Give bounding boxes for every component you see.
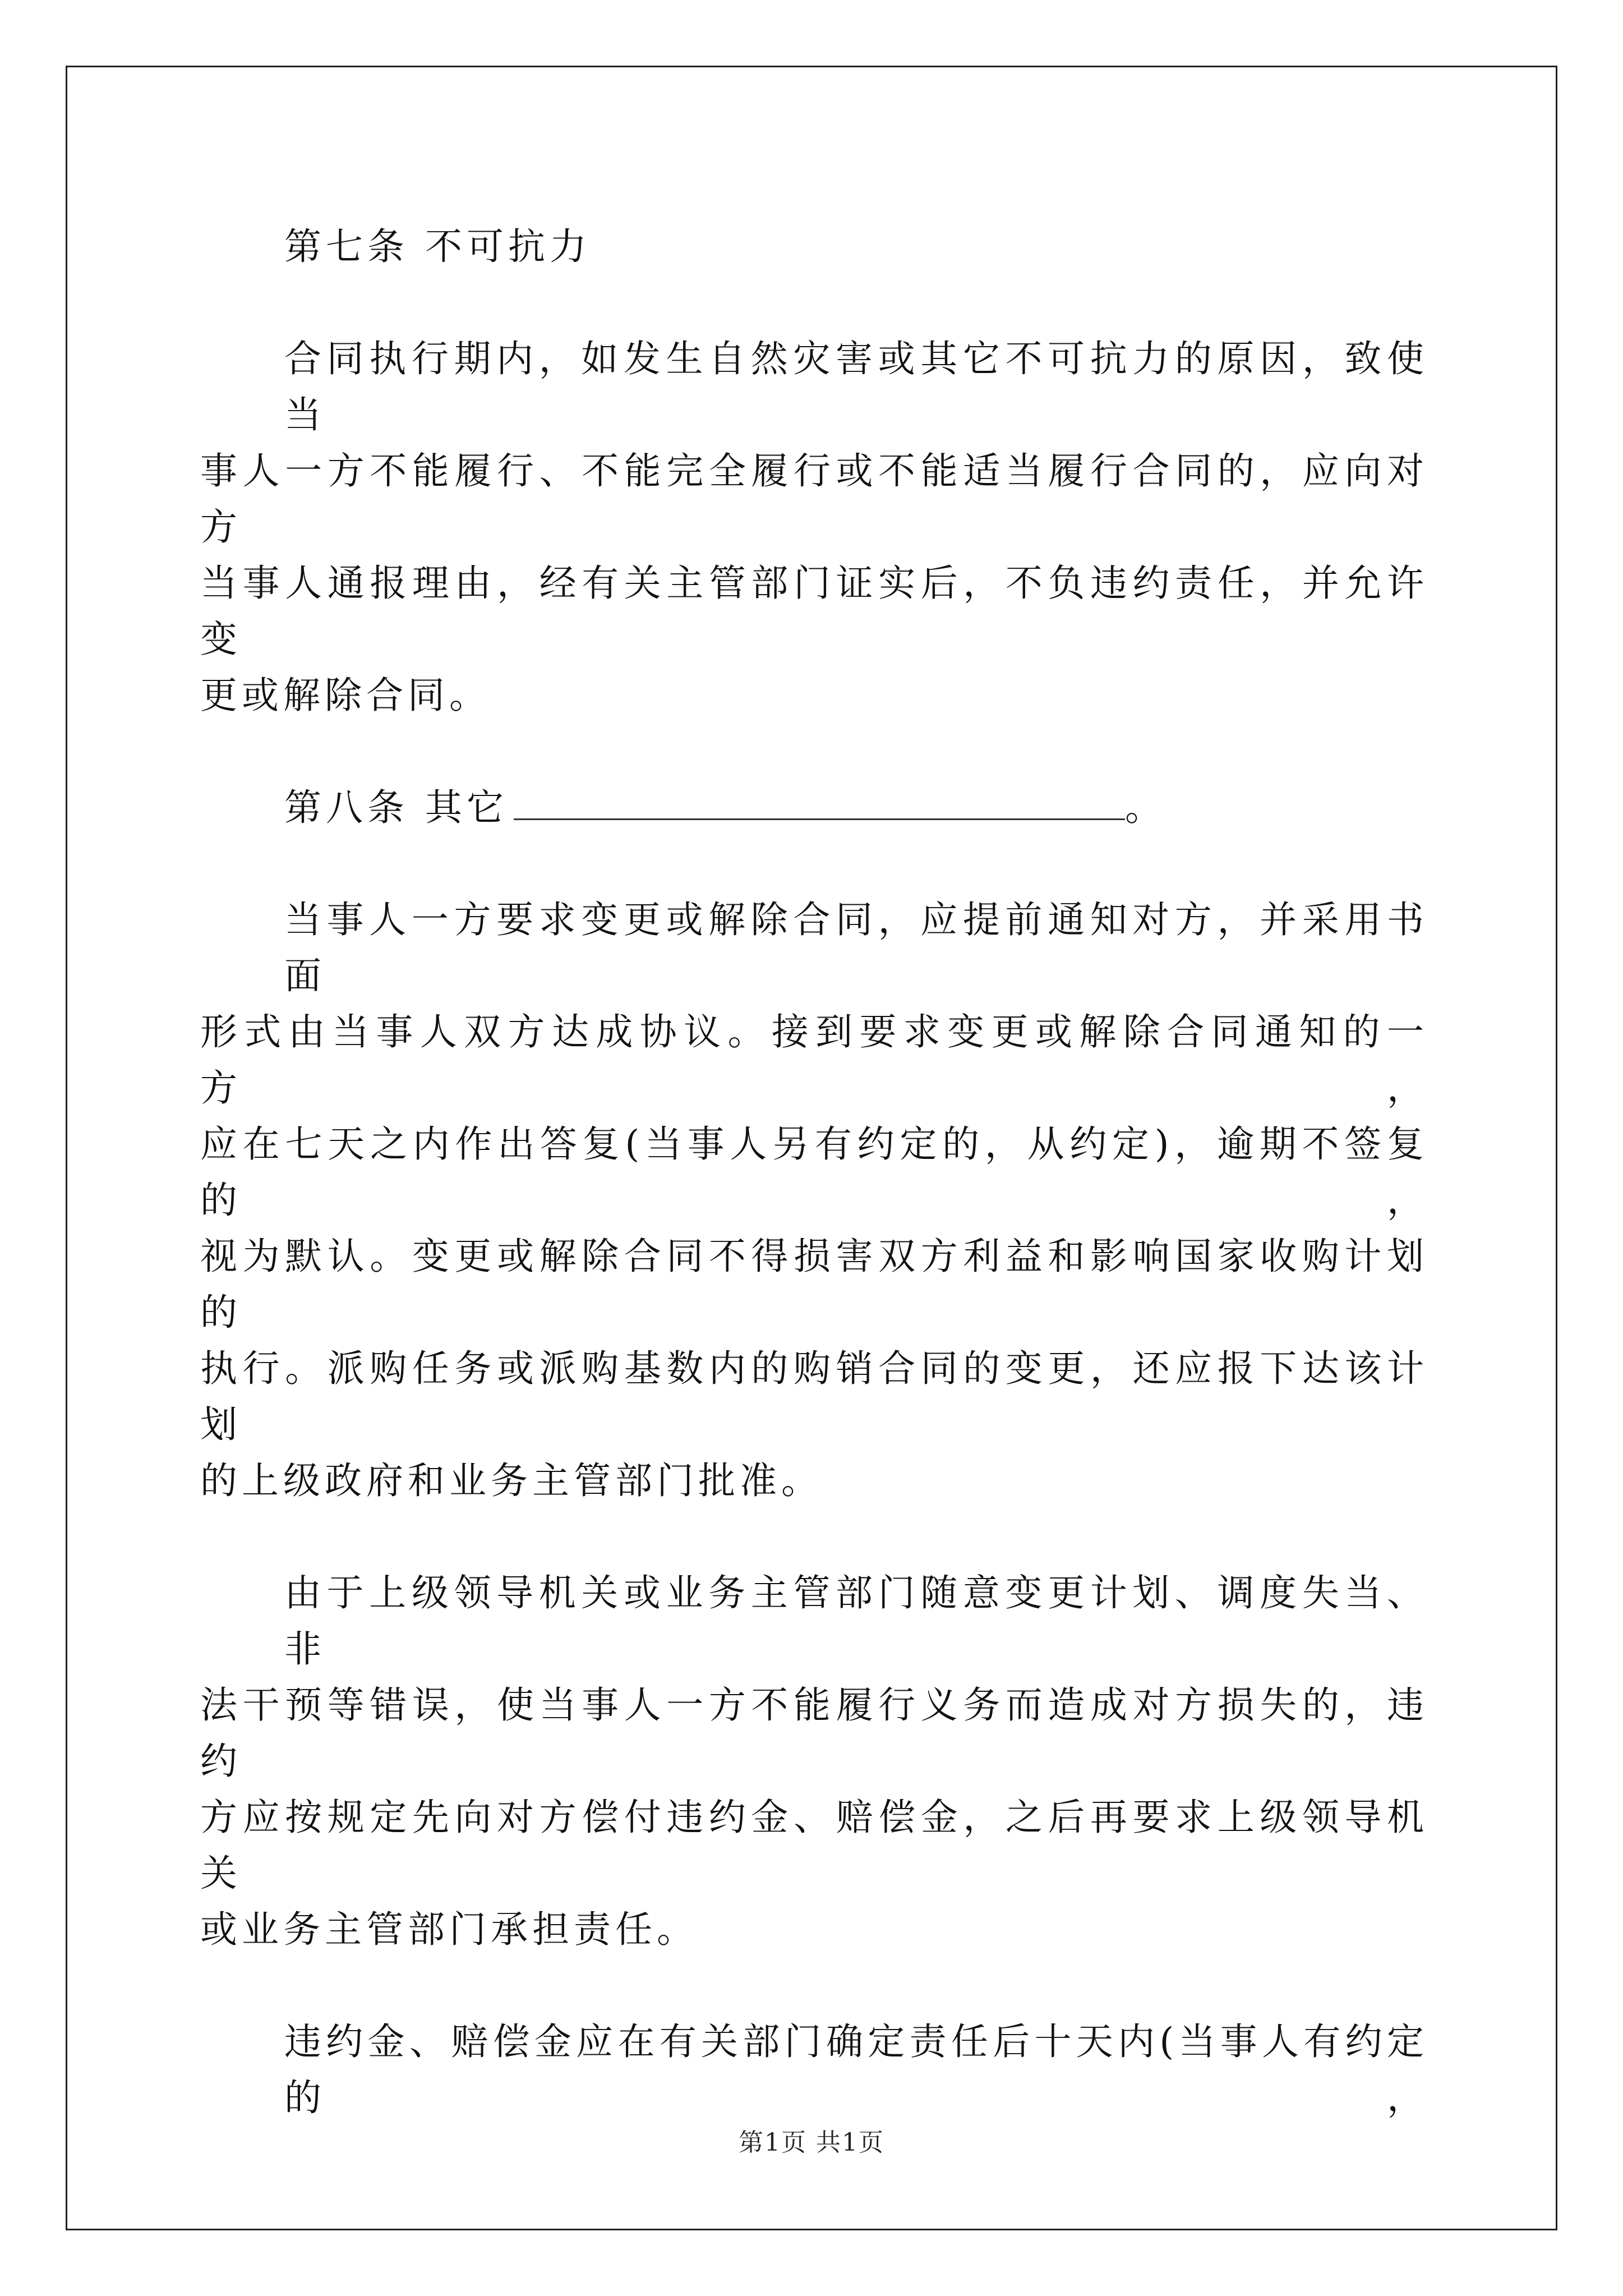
page-footer: 第1页 共1页 xyxy=(739,2128,884,2157)
para2-line-1: 由于上级领导机关或业务主管部门随意变更计划、调度失当、非 xyxy=(284,1571,1428,1671)
article7-heading: 第七条 不可抗力 xyxy=(284,225,591,268)
para1-line-5: 执行。派购任务或派购基数内的购销合同的变更，还应报下达该计划 xyxy=(200,1347,1428,1446)
article7-line-4: 更或解除合同。 xyxy=(200,674,491,717)
article8-heading-row xyxy=(200,780,1428,836)
article7-line-1: 合同执行期内，如发生自然灾害或其它不可抗力的原因，致使当 xyxy=(284,337,1428,436)
para2-line-2: 法干预等错误，使当事人一方不能履行义务而造成对方损失的，违约 xyxy=(200,1683,1428,1783)
fill-in-blank xyxy=(514,785,1125,820)
para2-line-3: 方应按规定先向对方偿付违约金、赔偿金，之后再要求上级领导机关 xyxy=(200,1796,1428,1895)
para1-line-4: 视为默认。变更或解除合同不得损害双方利益和影响国家收购计划的 xyxy=(200,1235,1428,1334)
article7-line-3: 当事人通报理由，经有关主管部门证实后，不负违约责任，并允许变 xyxy=(200,562,1428,661)
para1-line-2: 形式由当事人双方达成协议。接到要求变更或解除合同通知的一方， xyxy=(200,1010,1428,1110)
article7-line-2: 事人一方不能履行、不能完全履行或不能适当履行合同的，应向对方 xyxy=(200,449,1428,549)
para1-line-6: 的上级政府和业务主管部门批准。 xyxy=(200,1459,823,1502)
para3-line-1: 违约金、赔偿金应在有关部门确定责任后十天内(当事人有约定的， xyxy=(284,2020,1428,2119)
article8-heading: 第八条 其它 xyxy=(284,786,508,829)
para1-line-3: 应在七天之内作出答复(当事人另有约定的，从约定)，逾期不签复的， xyxy=(200,1122,1428,1222)
para1-line-1: 当事人一方要求变更或解除合同，应提前通知对方，并采用书面 xyxy=(284,898,1428,997)
para2-line-4: 或业务主管部门承担责任。 xyxy=(200,1908,698,1951)
document-body xyxy=(200,219,1428,2119)
article8-heading-end: 。 xyxy=(1124,786,1166,829)
